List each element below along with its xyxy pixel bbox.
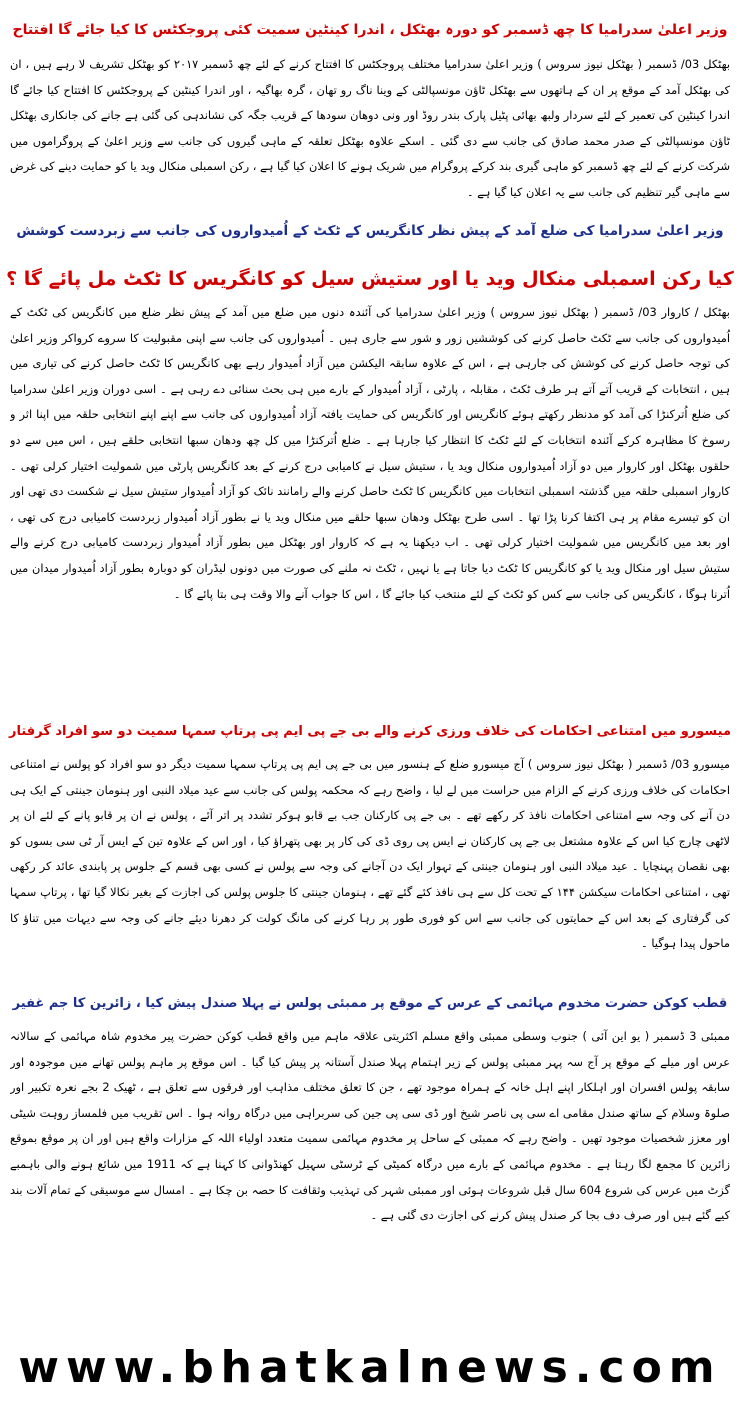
- subheadline-congress-tickets: کیا رکن اسمبلی منکال وید یا اور ستیش سیل کو کانگریس کا ٹکٹ مل پائے گا ؟: [6, 268, 734, 290]
- article-body-mahim-urs: ممبئی 3 ڈسمبر ( یو این آئی ) جنوب وسطی ممبئی واقع مسلم اکثریتی علاقہ ماہم میں واقع قطب کوکن حضرت پیر مخدوم شاہ مہائمی کے سالانہ عرس اور میلے کے موقع پر آج سہ پہر ممبئی پولس کے زیر اہتمام پہلا صندل آستانہ پر پیش کیا گیا ۔ اس موقع پر ماہم پولس تھانے میں موجودہ اور سابقہ پولس افسران اور اہلکار اپنے اہل خانہ کے ہمراہ موجود تھے ، جن کا تعلق مختلف مذاہب اور فرقوں سے تعلق ہے ، ٹھیک 2 بجے نعرہ تکبیر اور صلوۃ وسلام کے ساتھ صندل مقامی اے سی پی ناصر شیخ اور ڈی سی پی جین کی سربراہی میں درگاہ روانہ ہوا ۔ اس تقریب میں فلمساز روہت شیٹی اور معزز شخصیات موجود تھیں ۔ واضح رہے کہ ممبئی کے ساحل پر مخدوم مہائمی سمیت متعدد اولیاء اللہ کے مزارات واقع ہیں اور ان پر موقع بموقع زائرین کا مجمع لگا رہتا ہے ۔ مخدوم مہائمی کے بارے میں درگاہ کمیٹی کے ٹرسٹی سہیل کھنڈوانی کا کہنا ہے کہ 1911 میں شائع ہونے والی باہمبے گزٹ میں عرس کی شروع 604 سال قبل شروعات ہوئی اور ممبئی شہر کی تہذیب وثقافت کا حصہ بن چکا ہے ۔ امسال سے موسیقی کے تمام آلات بند کیے گئے ہیں اور صرف دف بجا کر صندل پیش کرنے کی اجازت دی گئی ہے ۔: [10, 1029, 730, 1223]
- article-body-mysuru-arrests: میسورو 03/ ڈسمبر ( بھٹکل نیوز سروس ) آج میسورو ضلع کے ہنسور میں بی جے پی ایم پی پرتاپ سمہا سمیت دیگر دو سو افراد کو پولس نے امتناعی احکامات کی خلاف ورزی کرنے کے الزام میں حراست میں لے لیا ، واضح رہے کہ محکمہ پولس کی جانب سے عید میلاد النبی اور ہنومان جینتی کے ایک ہی دن آنے کی وجہ سے امتناعی احکامات نافذ کر رکھے تھے ۔ بی جے پی کارکنان جب بے قابو ہوکر تشدد پر اتر آئے ، پولس نے ان پر قابو پانے کے لئے ان پر لاٹھی چارج کیا اس کے علاوہ مشتعل بی جے پی کارکنان نے ایس پی روی ڈی کی کار پر بھی پتھراؤ کیا ، اور اس کے علاوہ تین کے ایس آر ٹی سی بسوں کو بھی نقصان پہنچایا ۔ عید میلاد النبی اور ہنومان جینتی کے تہوار ایک دن آجانے کی وجہ سے پولس نے کسی بھی قسم کے جلوس پر پابندی عائد کر رکھی تھی ، امتناعی احکامات سیکشن ۱۴۴ کے تحت کل سے ہی نافذ کئے گئے تھے ، ہنومان جینتی کا جلوس پولس کی اجازت کے بغیر نکالا گیا تھا ، پرتاپ سمہا کی گرفتاری کے بعد اس کے حمایتوں کی جانب سے اس کو فوری طور پر رہا کرنے کی مانگ کولت کر دھرنا دیئے جانے کی وجہ سے دیہات میں تناؤ کا ماحول پیدا ہوگیا ۔: [10, 757, 730, 951]
- headline-mahim-urs: قطب کوکن حضرت مخدوم مہائمی کے عرس کے موقع پر ممبئی پولس نے پہلا صندل پیش کیا ، زائرین کا جم غفیر: [12, 996, 728, 1011]
- headline-congress-tickets: وزیر اعلیٰ سدرامیا کی ضلع آمد کے پیش نظر کانگریس کے ٹکٹ کے اُمیدواروں کی جانب سے زبردست کوشش: [16, 223, 724, 239]
- headline-mysuru-arrests: میسورو میں امتناعی احکامات کی خلاف ورزی کرنے والے بی جے پی ایم پی پرتاپ سمہا سمیت دو سو افراد گرفتار: [8, 724, 732, 739]
- site-footer-url[interactable]: www.bhatkalnews.com: [18, 1342, 722, 1393]
- headline-sidramaiah-visit: وزیر اعلیٰ سدرامیا کا چھ ڈسمبر کو دورہ بھٹکل ، اندرا کینٹین سمیت کئی پروجکٹس کا کیا جائے گا افتتاح: [12, 22, 728, 38]
- article-body-congress-tickets: بھٹکل / کاروار 03/ ڈسمبر ( بھٹکل نیوز سروس ) وزیر اعلیٰ سدرامیا کی آئندہ دنوں میں ضلع میں آمد کے پیش نظر ضلع میں کانگریس کی ٹکٹ کے اُمیدواروں کی جانب سے ٹکٹ حاصل کرنے کی کوششیں زور و شور سے جاری ہیں ۔ اُمیدواروں کی جانب سے اپنی مقبولیت کا سروے کرواکر وزیر اعلیٰ کی توجہ حاصل کرنے کی کوشش کی جارہی ہے ، اس کے علاوہ سابقہ الیکشن میں آزاد اُمیدوار رہے بھی کانگریس کا ٹکٹ حاصل کرنے کی تیاری میں ہیں ، انتخابات کے قریب آتے آتے ہر طرف ٹکٹ ، مقابلہ ، پارٹی ، آزاد اُمیدوار کے بارے میں ہی بحث سنائی دے رہی ہے ۔ اسی دوران وزیر اعلیٰ سدرامیا کی ضلع اُترکنڑا کی آمد کو مدنظر رکھتے ہوئے کانگریس اور کانگریس کی حمایت یافتہ آزاد اُمیدواروں کی جانب سے اپنے اپنے انتخابی حلقہ میں اپنا اثر و رسوخ کا مظاہرہ کرکے آئندہ انتخابات کے لئے ٹکٹ کا انتظار کیا جارہا ہے ۔ ضلع اُترکنڑا میں کل چھ ودھان سبھا انتخابی حلقے ہیں ، اس میں سے دو حلقوں بھٹکل اور کاروار میں دو آزاد اُمیدواروں منکال وید یا ، ستیش سیل نے کامیابی درج کرنے کے بعد کانگریس پارٹی میں شمولیت اختیار کرلی تھی ۔ کاروار اسمبلی حلقہ میں گذشتہ اسمبلی انتخابات میں کانگریس کا ٹکٹ حاصل کرنے والے رامانند نائک کو آزاد اُمیدوار ستیش سیل نے شکست دی تھی اور ان کو تیسرے مقام پر ہی اکتفا کرنا پڑا تھا ۔ اسی طرح بھٹکل ودھان سبھا حلقے میں منکال وید یا نے بطور آزاد اُمیدوار زبردست کامیابی درج کی تھی ، اور بعد میں کانگریس میں شمولیت اختیار کرلی تھی ۔ اب دیکھنا یہ ہے کہ کاروار اور بھٹکل میں بطور آزاد اُمیدوار زبردست کامیابی درج کرنے والے ستیش سیل اور منکال وید یا کو کانگریس کا ٹکٹ دیا جاتا ہے یا نہیں ، ٹکٹ نہ ملنے کی صورت میں دونوں لیڈران کو دوبارہ بطور آزاد اُمیدوار میدان میں اُترنا ہوگا ، کانگریس کی جانب سے کس کو ٹکٹ کے لئے منتخب کیا جائے گا ، اس کا جواب آنے والا وقت ہی بتا پائے گا ۔: [10, 305, 730, 601]
- article-body-sidramaiah-visit: بھٹکل 03/ ڈسمبر ( بھٹکل نیوز سروس ) وزیر اعلیٰ سدرامیا مختلف پروجکٹس کا افتتاح کرنے کے لئے چھ ڈسمبر ۲۰۱۷ کو بھٹکل تشریف لا رہے ہیں ، ان کی بھٹکل آمد کے موقع پر ان کے ہاتھوں سے بھٹکل ٹاؤن مونسپالٹی کے وینا ناگ رو تھان ، گرہ بھاگیہ ، اور اندرا کینٹین کے پروجکٹس کا افتتاح کیا جائے گا اندرا کینٹین کی تعمیر کے لئے سردار ولبھ بھائی پٹیل پارک بندر روڈ اور ونی دوھان سودھا کے قریب جگہ کی نشاندہی کی گئی ہے جانے کی جانکاری بھٹکل ٹاؤن مونسپالٹی کے صدر محمد صادق کی جانب سے دی گئی ۔ اسکے علاوہ بھٹکل تعلقہ کے ماہی گیروں کی جانب سے وزیر اعلیٰ کے پروگراموں میں شرکت کرنے کے لئے چھ ڈسمبر کو ماہی گیری بند کرکے پروگرام میں شریک ہونے کا اعلان کیا گیا ہے ، رکن اسمبلی منکال وید یا کو حمایت دینے کی غرض سے ماہی گیر تنظیم کی جانب سے یہ اعلان کیا گیا ہے ۔: [10, 57, 730, 199]
